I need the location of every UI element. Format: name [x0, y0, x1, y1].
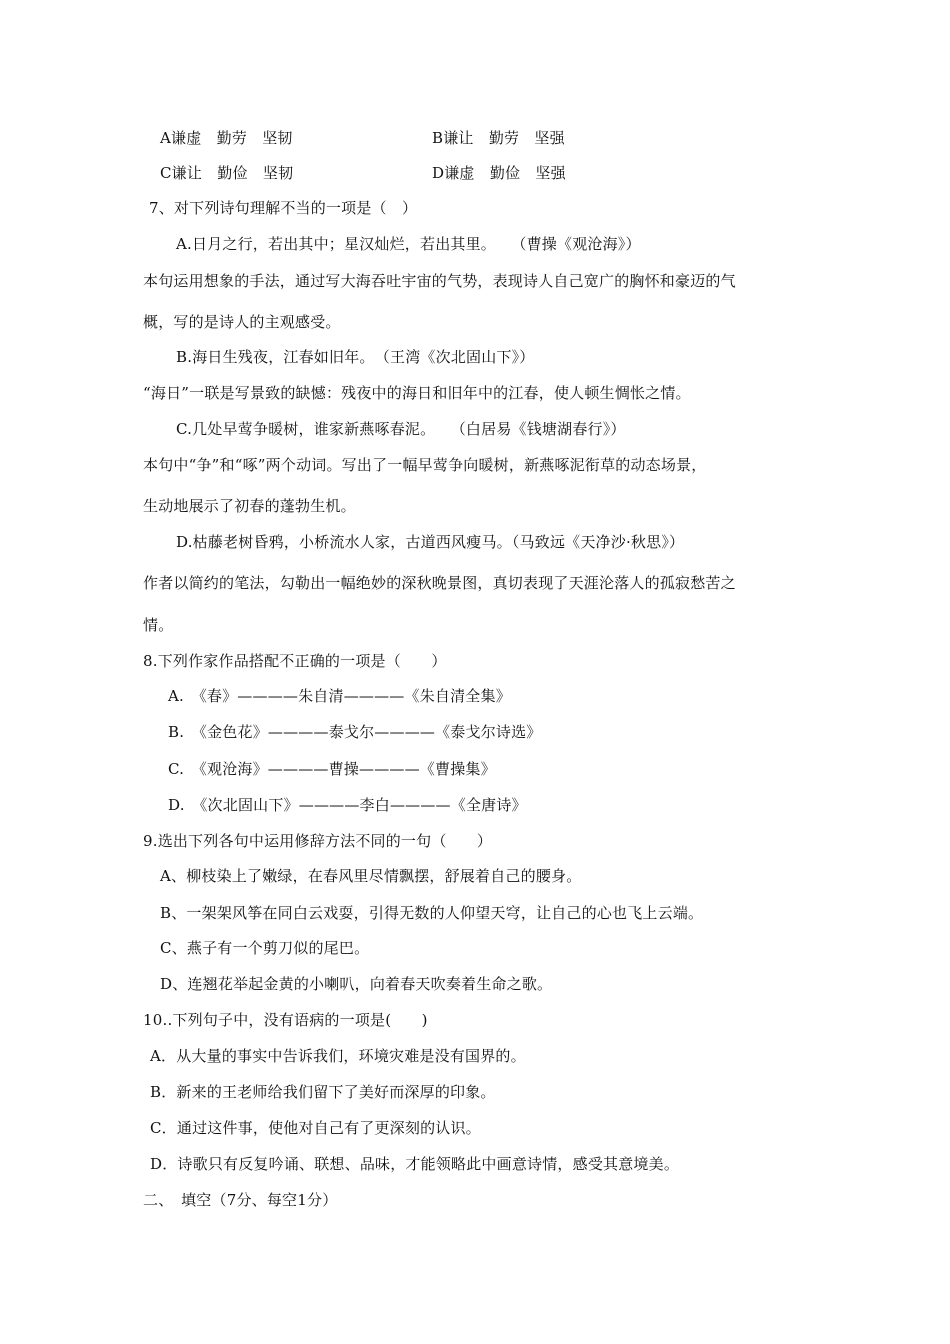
- q9-option-a: A、柳枝染上了嫩绿，在春风里尽情飘摆，舒展着自己的腰身。: [160, 867, 582, 885]
- q10-option-a: A．从大量的事实中告诉我们，环境灾难是没有国界的。: [150, 1047, 526, 1065]
- q8-option-a: A. 《春》————朱自清————《朱自清全集》: [168, 687, 511, 705]
- q6-option-b: B谦让 勤劳 坚强: [432, 129, 565, 147]
- q7-d-note-line-1: 作者以简约的笔法，勾勒出一幅绝妙的深秋晚景图，真切表现了天涯沦落人的孤寂愁苦之: [143, 574, 736, 592]
- q6-option-a: A谦虚 勤劳 坚韧: [160, 129, 293, 147]
- q7-a-note-line-2: 概，写的是诗人的主观感受。: [143, 313, 341, 331]
- q10-option-d: D．诗歌只有反复吟诵、联想、品味，才能领略此中画意诗情，感受其意境美。: [150, 1155, 680, 1173]
- q7-stem: 7、对下列诗句理解不当的一项是（ ）: [149, 199, 418, 217]
- q6-option-d: D谦虚 勤俭 坚强: [432, 164, 566, 182]
- q7-option-d: D.枯藤老树昏鸦，小桥流水人家，古道西风瘦马。（马致远《天净沙·秋思》）: [176, 533, 685, 551]
- q7-c-note-line-2: 生动地展示了初春的蓬勃生机。: [143, 497, 356, 515]
- q8-option-d: D. 《次北固山下》————李白————《全唐诗》: [168, 796, 527, 814]
- q9-stem: 9.选出下列各句中运用修辞方法不同的一句（ ）: [143, 832, 493, 850]
- q10-option-c: C．通过这件事，使他对自己有了更深刻的认识。: [150, 1119, 481, 1137]
- q9-option-b: B、一架架风筝在同白云戏耍，引得无数的人仰望天穹，让自己的心也飞上云端。: [160, 904, 704, 922]
- q10-stem: 10..下列句子中，没有语病的一项是( ): [143, 1011, 428, 1029]
- q9-option-c: C、燕子有一个剪刀似的尾巴。: [160, 939, 370, 957]
- q8-option-b: B. 《金色花》————泰戈尔————《泰戈尔诗选》: [168, 723, 542, 741]
- q9-option-d: D、连翘花举起金黄的小喇叭，向着春天吹奏着生命之歌。: [160, 975, 553, 993]
- q7-b-note: “海日”一联是写景致的缺憾：残夜中的海日和旧年中的江春，使人顿生惆怅之情。: [143, 384, 691, 402]
- q6-option-c: C谦让 勤俭 坚韧: [160, 164, 294, 182]
- q7-c-note-line-1: 本句中“争”和“啄”两个动词。写出了一幅早莺争向暖树，新燕啄泥衔草的动态场景，: [143, 456, 707, 474]
- q10-option-b: B．新来的王老师给我们留下了美好而深厚的印象。: [150, 1083, 496, 1101]
- q7-d-note-line-2: 情。: [143, 616, 174, 634]
- q7-a-note-line-1: 本句运用想象的手法，通过写大海吞吐宇宙的气势，表现诗人自己宽广的胸怀和豪迈的气: [143, 272, 736, 290]
- q8-stem: 8.下列作家作品搭配不正确的一项是（ ）: [143, 652, 447, 670]
- section-2-heading: 二、 填空（7分、每空1分）: [143, 1191, 338, 1209]
- q7-option-c: C.几处早莺争暖树，谁家新燕啄春泥。 （白居易《钱塘湖春行》）: [176, 420, 626, 438]
- q8-option-c: C. 《观沧海》————曹操————《曹操集》: [168, 760, 496, 778]
- q7-option-a: A.日月之行，若出其中；星汉灿烂，若出其里。 （曹操《观沧海》）: [176, 235, 641, 253]
- q7-option-b: B.海日生残夜，江春如旧年。 （王湾《次北固山下》）: [176, 348, 535, 366]
